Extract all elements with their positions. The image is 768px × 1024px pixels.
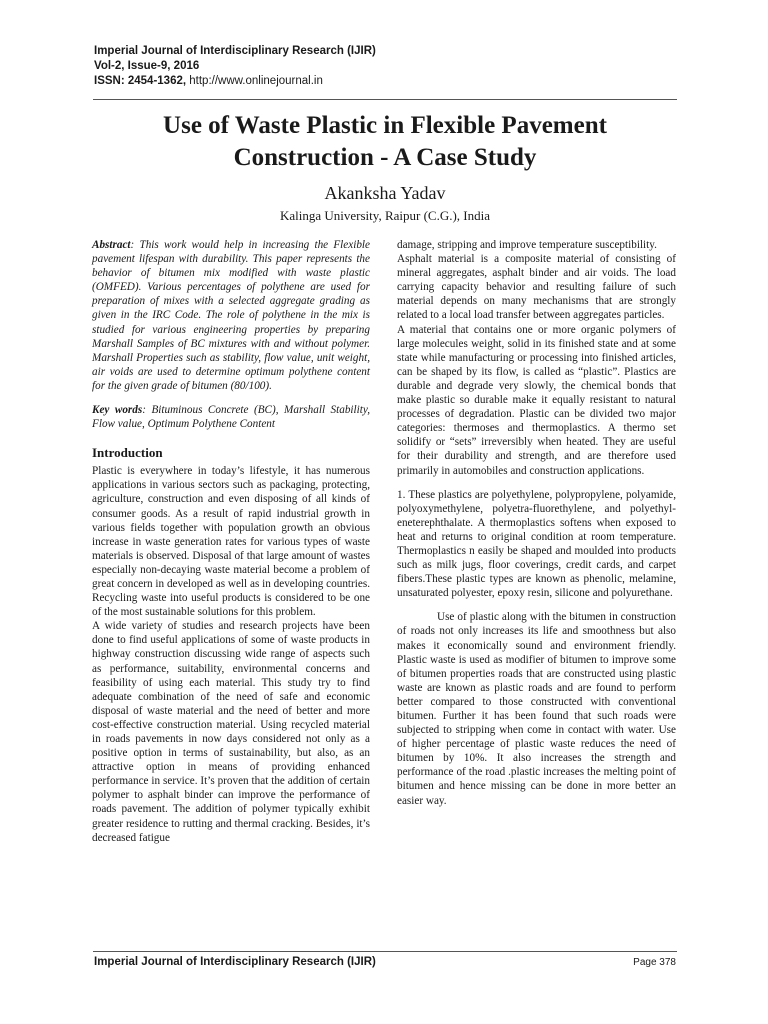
keywords-text: : Bituminous Concrete (BC), Marshall Stability, Flow value, Optimum Polythene Content	[92, 404, 371, 431]
footer-divider	[93, 951, 677, 952]
right-column	[397, 238, 676, 808]
header-divider	[93, 99, 677, 100]
journal-header	[94, 44, 376, 89]
paper-title-line-1: Use of Waste Plastic in Flexible Pavement	[163, 112, 607, 139]
paper-title	[94, 110, 676, 174]
spacer	[92, 393, 370, 403]
paper-title-line-2: Construction - A Case Study	[233, 144, 537, 171]
keywords	[92, 403, 370, 431]
footer-journal: Imperial Journal of Interdisciplinary Research (IJIR)	[94, 956, 376, 968]
paper-affiliation: Kalinga University, Raipur (C.G.), India	[280, 208, 490, 223]
introduction-heading: Introduction	[92, 445, 163, 461]
page-number: Page 378	[633, 957, 676, 968]
right-paragraph-3: A material that contains one or more organic polymers of large molecules weight, solid in its finished state and at some state while manufacturing or processing into finished articles, can be shaped by its flow, is called as “plastic”. Plastics are durable and degrade very slowly, the chemical bonds that make plastic so durable make it equally resistant to natural processes of degradation. Plastic can be divided two major categories: thermoses and thermoplastics. A thermo set solidify or “sets” irreversibly when heated. They are useful for their durability and strength, and are therefore used primarily in automobiles and construction applications.	[397, 323, 676, 477]
journal-volume: Vol-2, Issue-9, 2016	[94, 60, 200, 72]
paper-author: Akanksha Yadav	[324, 183, 446, 203]
journal-url[interactable]: http://www.onlinejournal.in	[186, 75, 323, 87]
introduction-paragraph-2: A wide variety of studies and research projects have been done to find useful applications of some of waste products in highway construction discussing wide range of aspects such as performance, suitability, environmental concerns and feasibility of using each material. This study try to find adequate combination of the need of safe and economic disposal of waste material and the need of better and more cost-effective construction material. Using recycled material in roads pavements in now days considered not only as a positive option in terms of sustainability, but also, as an attractive option in means of providing enhanced performance in service. It’s proven that the addition of certain polymer to asphalt binder can improve the performance of roads pavement. The addition of polymer typically exhibit greater residence to rutting and thermal cracking. Besides, it’s decreased fatigue	[92, 620, 370, 844]
right-paragraph-2: Asphalt material is a composite material of consisting of mineral aggregates, asphalt binder and air voids. The load carrying capacity behavior and resulting failure of such material depends on many mechanisms that are strongly related to a local load transfer between aggregates particles.	[397, 253, 676, 322]
introduction-paragraph-1: Plastic is everywhere in today’s lifestyle, it has numerous applications in various sectors such as packaging, protecting, agriculture, construction and even disposing of all kinds of consumer goods. As a result of rapid industrial growth in various fields together with population growth an obvious increase in waste generation rates for various types of waste materials is observed. Disposal of that large amount of wastes especially non-decaying waste material become a problem of great concern in developed as well as in developing countries. Recycling waste into useful products is considered to be one of the most sustainable solutions for this problem.	[92, 465, 370, 619]
journal-issn-line	[94, 74, 376, 89]
left-column	[92, 238, 370, 845]
spacer	[397, 600, 676, 610]
right-paragraph-4: 1. These plastics are polyethylene, polypropylene, polyamide, polyoxymethylene, polyetra-fluorethylene, and polyethyl-eneterephthalate. A thermoplastics softens when exposed to heat and returns to original condition at room temperature. Thermoplastics n easily be shaped and moulded into products such as milk jugs, floor coverings, credit cards, and carpet fibers.These plastic types are known as phenolic, melamine, unsaturated polyester, epoxy resin, silicone and polyurethane.	[397, 488, 676, 600]
spacer	[397, 478, 676, 488]
journal-issn: ISSN: 2454-1362,	[94, 75, 187, 87]
keywords-label: Key words	[92, 404, 143, 417]
right-paragraph-5: Use of plastic along with the bitumen in construction of roads not only increases its life and smoothness but also makes it economically sound and environment friendly. Plastic waste is used as modifier of bitumen to improve some of bitumen properties roads that are constructed using plastic waste are known as plastic roads and are found to perform better compared to those constructed with conventional bitumen. Further it has been found that such roads were subjected to stripping when come in contact with water. Use of higher percentage of plastic waste reduces the need of bitumen by 10%. It also increases the strength and performance of the road .plastic increases the melting point of bitumen and hence missing can be done in more better an easier way.	[397, 611, 676, 807]
abstract-text: : This work would help in increasing the Flexible pavement lifespan with durability. This paper represents the behavior of bitumen mix modified with waste plastic (OMFED). Various percentages of polythene are used for preparation of mixes with a selected aggregate grading as given in the IRC Code. The role of polythene in the mix is studied for various engineering properties by preparing Marshall Samples of BC mixtures with and without polymer. Marshall Properties such as stability, flow value, unit weight, air voids are used to determine optimum polythene content for the given grade of bitumen (80/100).	[92, 239, 370, 392]
abstract	[92, 238, 370, 393]
right-paragraph-1: damage, stripping and improve temperature susceptibility.	[397, 239, 657, 251]
abstract-label: Abstract	[92, 239, 131, 251]
journal-name: Imperial Journal of Interdisciplinary Research (IJIR)	[94, 45, 376, 57]
